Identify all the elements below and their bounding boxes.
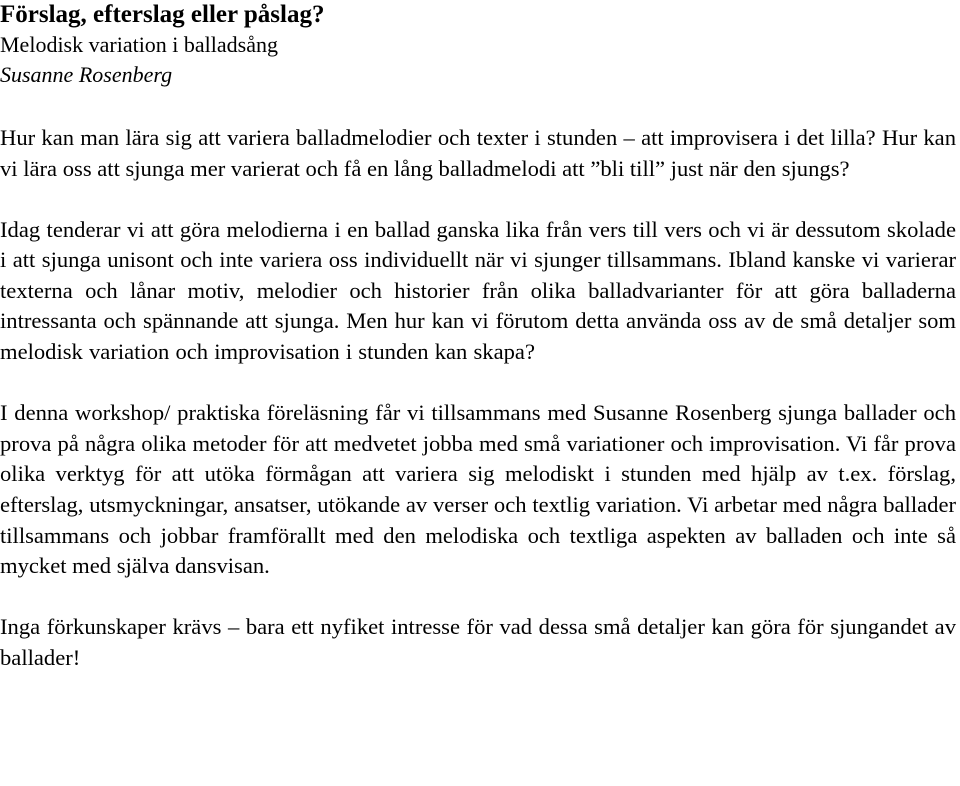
paragraph-intro: Hur kan man lära sig att variera balladmelodier och texter i stunden – att improvisera i det lilla? Hur kan vi lära oss att sjunga mer varierat och få en lång balladmelodi att ”bli till” just när den sjungs? (0, 125, 956, 181)
document-title: Förslag, efterslag eller påslag? (0, 1, 325, 28)
author-name: Susanne Rosenberg (0, 62, 173, 87)
document-subtitle: Melodisk variation i balladsång (0, 32, 278, 57)
paragraph-workshop: I denna workshop/ praktiska föreläsning får vi tillsammans med Susanne Rosenberg sjunga ballader och prova på några olika metoder för att medvetet jobba med små variationer och improvisation. Vi får prova olika verktyg för att utöka förmågan att variera sig melodiskt i stunden med hjälp av t.ex. förslag, efterslag, utsmyckningar, ansatser, utökande av verser och textlig variation. Vi arbetar med några ballader tillsammans och jobbar framförallt med den melodiska och textliga aspekten av balladen och inte så mycket med själva dansvisan. (0, 400, 956, 579)
paragraph-background: Idag tenderar vi att göra melodierna i en ballad ganska lika från vers till vers och vi är dessutom skolade i att sjunga unisont och inte variera oss individuellt när vi sjunger tillsammans. Ibland kanske vi varierar texterna och lånar motiv, melodier och historier från olika balladvarianter för att göra balladerna intressanta och spännande att sjunga. Men hur kan vi förutom detta använda oss av de små detaljer som melodisk variation och improvisation i stunden kan skapa? (0, 216, 956, 365)
paragraph-prerequisites: Inga förkunskaper krävs – bara ett nyfiket intresse för vad dessa små detaljer kan göra för sjungandet av ballader! (0, 614, 956, 670)
